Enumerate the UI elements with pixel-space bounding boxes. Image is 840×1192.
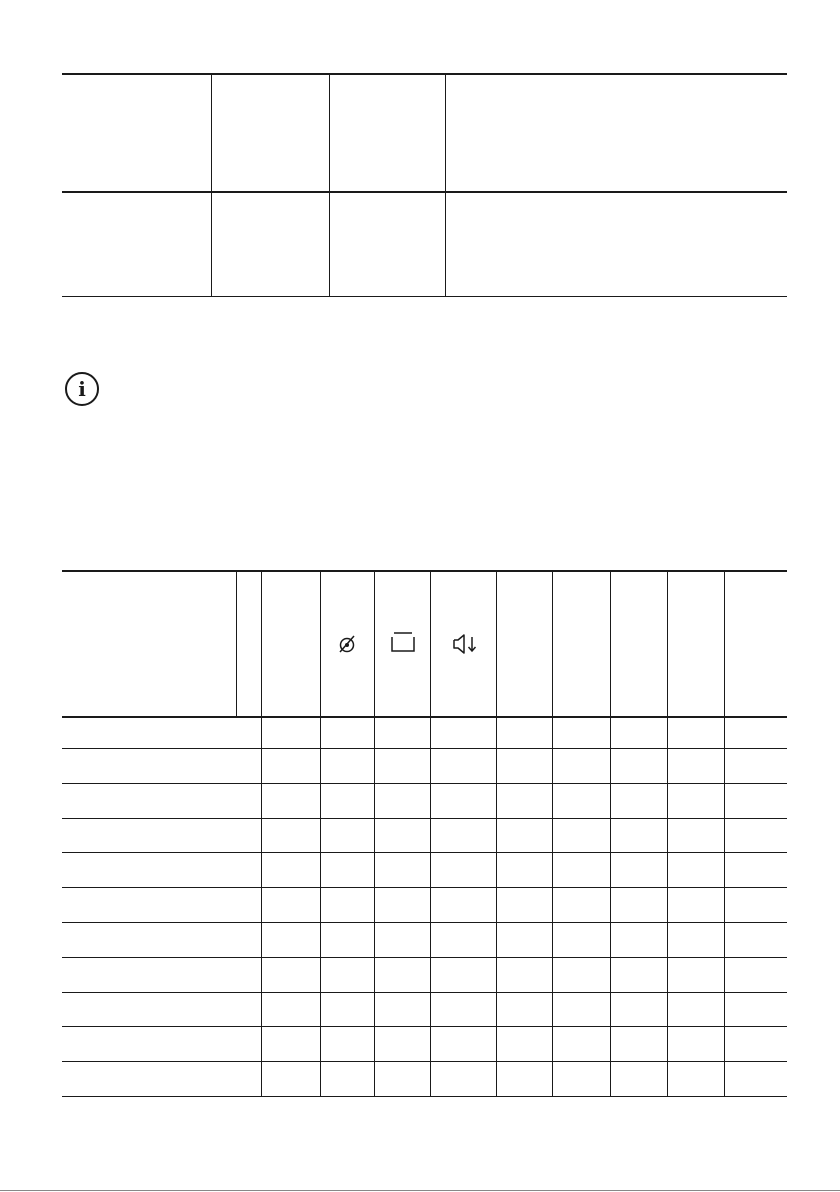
info-icon: i bbox=[65, 372, 99, 406]
rinse-hold-icon bbox=[390, 631, 416, 653]
top-table-col-divider bbox=[211, 74, 212, 296]
table-row bbox=[62, 783, 787, 784]
col-divider bbox=[724, 571, 725, 1096]
col-divider bbox=[320, 571, 321, 1096]
table-row bbox=[62, 1061, 787, 1062]
header-col-divider bbox=[236, 571, 237, 716]
col-divider bbox=[430, 571, 431, 1096]
program-table-rule-header bbox=[62, 716, 787, 718]
top-table-rule-top bbox=[62, 73, 787, 75]
col-divider bbox=[374, 571, 375, 1096]
col-divider bbox=[496, 571, 497, 1096]
table-row bbox=[62, 922, 787, 923]
table-row bbox=[62, 1026, 787, 1027]
table-row bbox=[62, 818, 787, 819]
table-row bbox=[62, 887, 787, 888]
table-row bbox=[62, 1096, 787, 1097]
top-table-col-divider bbox=[445, 74, 446, 296]
top-table-rule-mid bbox=[62, 191, 787, 193]
drain-icon bbox=[452, 633, 478, 655]
col-divider bbox=[261, 571, 262, 1096]
col-divider bbox=[667, 571, 668, 1096]
col-divider bbox=[552, 571, 553, 1096]
table-row bbox=[62, 957, 787, 958]
page-edge bbox=[0, 1190, 840, 1191]
table-row bbox=[62, 992, 787, 993]
no-spin-icon bbox=[336, 633, 358, 655]
top-table-rule-bottom bbox=[62, 296, 787, 297]
program-table-rule-top bbox=[62, 570, 787, 572]
col-divider bbox=[610, 571, 611, 1096]
table-row bbox=[62, 852, 787, 853]
top-table-col-divider bbox=[329, 74, 330, 296]
table-row bbox=[62, 748, 787, 749]
